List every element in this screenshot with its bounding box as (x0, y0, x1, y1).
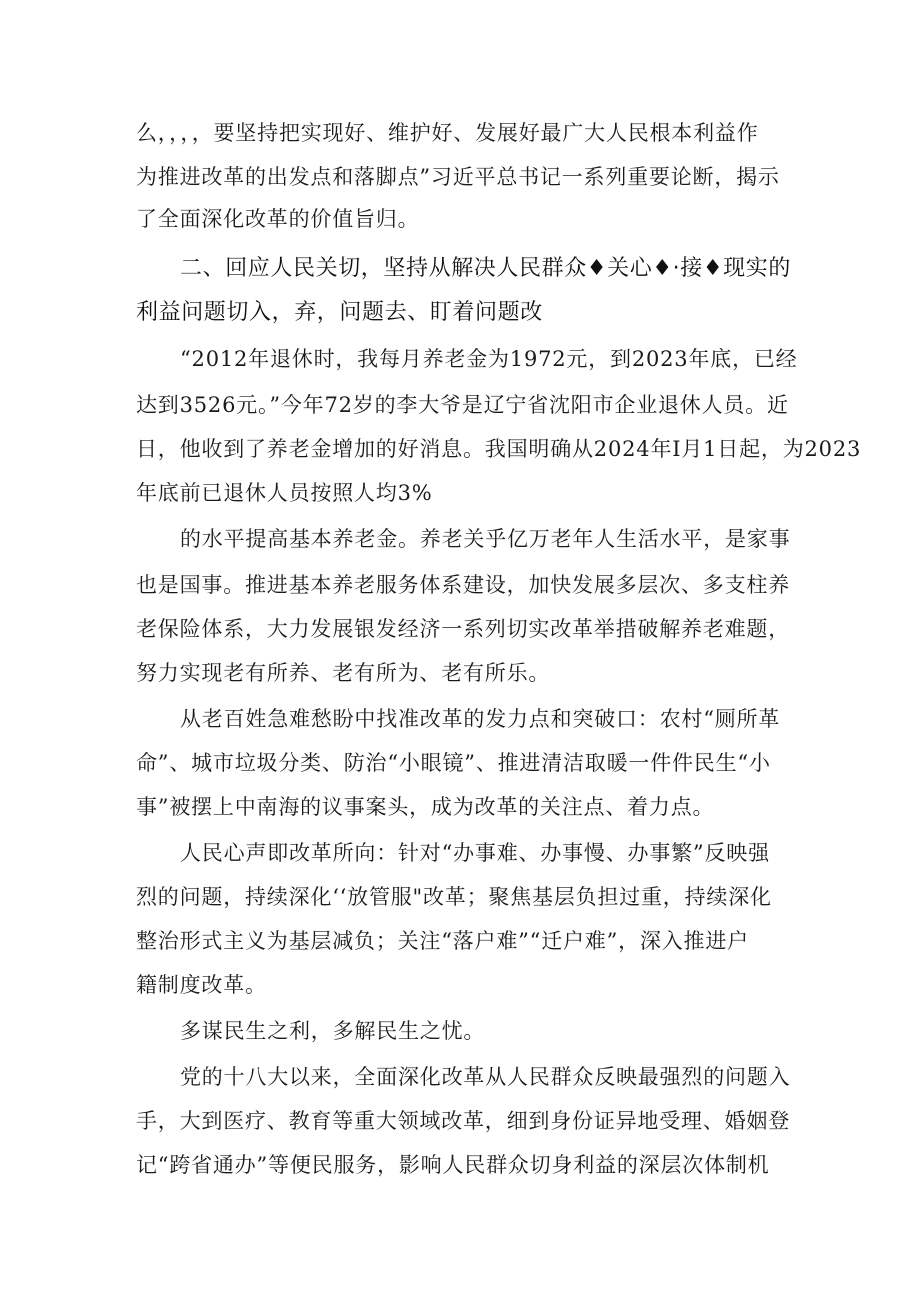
text-line: 达到3526元。”今年72岁的李大爷是辽宁省沈阳市企业退休人员。近 (136, 393, 789, 417)
text-line: 老保险体系，大力发展银发经济一系列切实改革举措破解养老难题， (136, 617, 790, 641)
text-line: 多谋民生之利，多解民生之忧。 (180, 1019, 486, 1043)
text-line: 努力实现老有所养、老有所为、老有所乐。 (136, 661, 551, 685)
text-line: 籍制度改革。 (136, 973, 267, 997)
text-line: 事”被摆上中南海的议事案头，成为改革的关注点、着力点。 (136, 795, 715, 819)
text-line: 人民心声即改革所向：针对“办事难、办事慢、办事繁”反映强 (180, 841, 770, 865)
text-line: 手，大到医疗、教育等重大领域改革，细到身份证异地受理、婚姻登 (136, 1109, 790, 1133)
text-line: 烈的问题，持续深化‘‘放管服"改革；聚焦基层负担过重，持续深化 (136, 885, 772, 909)
text-line: “2012年退休时，我每月养老金为1972元，到2023年底，已经 (180, 347, 798, 371)
text-line: 的水平提高基本养老金。养老关乎亿万老年人生活水平，是家事 (180, 527, 791, 551)
text-line: 从老百姓急难愁盼中找准改革的发力点和突破口：农村“厕所革 (180, 707, 781, 731)
heading-line: 二、回应人民关切，坚持从解决人民群众♦关心♦·接♦现实的 (180, 256, 791, 281)
text-line: 为推进改革的出发点和落脚点”习近平总书记一系列重要论断，揭示 (136, 165, 780, 189)
text-line: 也是国事。推进基本养老服务体系建设，加快发展多层次、多支柱养 (136, 573, 790, 597)
text-line: 了全面深化改革的价值旨归。 (136, 207, 420, 231)
text-line: 整治形式主义为基层减负；关注“落户难”“迁户难”，深入推进户 (136, 929, 749, 953)
text-line: 记“跨省通办”等便民服务，影响人民群众切身利益的深层次体制机 (136, 1153, 770, 1177)
text-line: 年底前已退休人员按照人均3% (136, 481, 433, 505)
text-line: 党的十八大以来，全面深化改革从人民群众反映最强烈的问题入 (180, 1065, 791, 1089)
heading-line: 利益问题切入，弃，问题去、盯着问题改 (136, 300, 543, 325)
text-line: 命”、城市垃圾分类、防治“小眼镜”、推进清洁取暖一件件民生“小 (136, 751, 771, 775)
text-line: 日，他收到了养老金增加的好消息。我国明确从2024年I月1日起，为2023 (136, 437, 862, 461)
text-line: 么，，，，要坚持把实现好、维护好、发展好最广大人民根本利益作 (136, 121, 759, 145)
